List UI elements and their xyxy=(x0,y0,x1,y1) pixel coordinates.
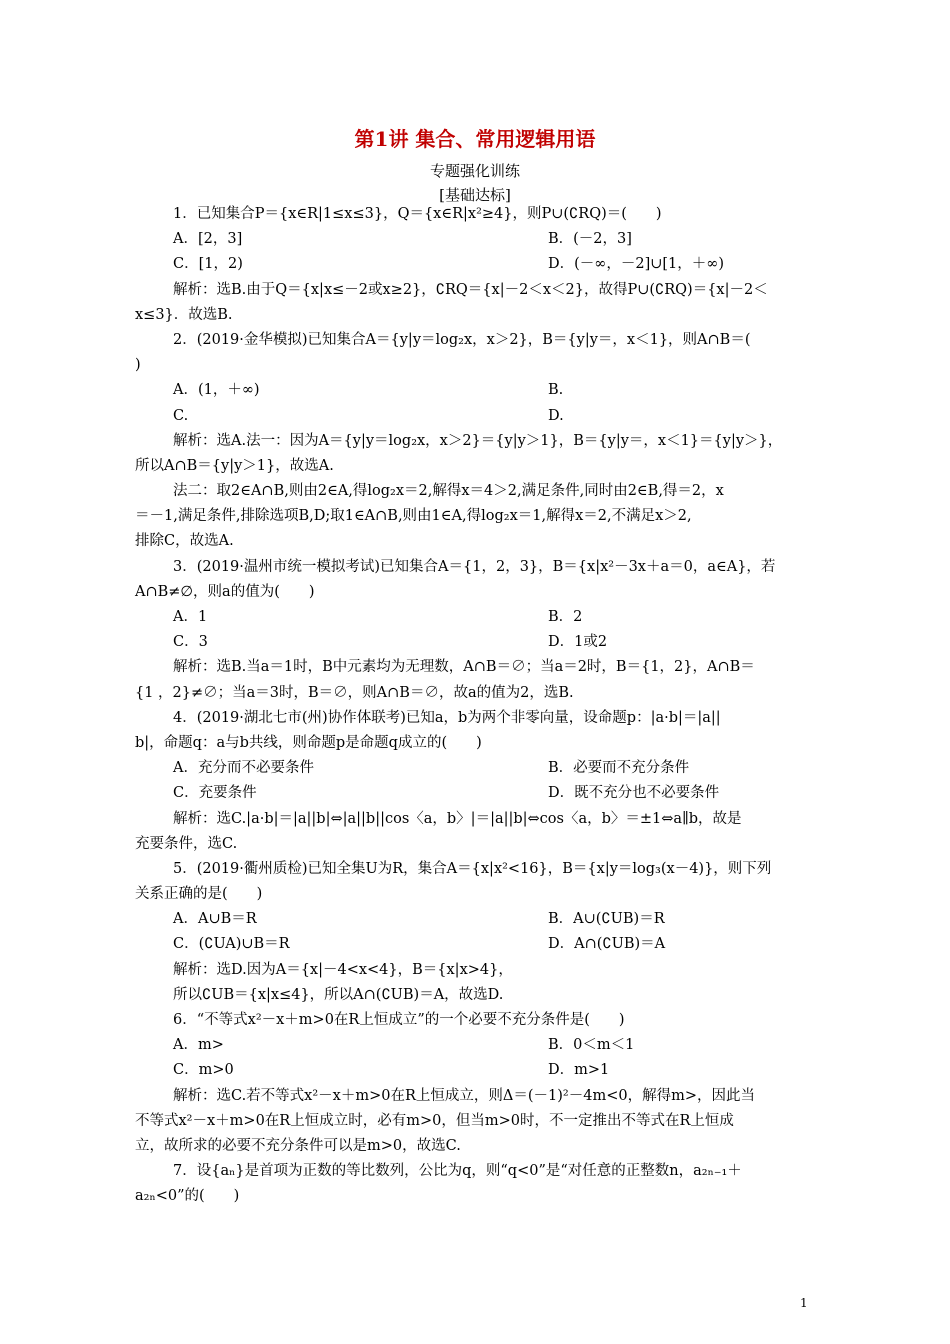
text-line: 充要条件，选C. xyxy=(135,835,238,852)
option: C. xyxy=(173,407,189,424)
option: C．[1，2) xyxy=(173,256,243,273)
text-line: 解析：选C.|a·b|＝|a||b|⇔|a||b||cos〈a，b〉|＝|a||b|⇔cos〈a，b〉＝±1⇔a∥b，故是 xyxy=(173,810,742,827)
text-line: b|，命题q：a与b共线，则命题p是命题q成立的( ) xyxy=(135,734,482,751)
text-line: 3．(2019·温州市统一模拟考试)已知集合A＝{1，2，3}，B＝{x|x²－3x＋a＝0，a∈A}，若 xyxy=(173,558,776,575)
option: B．A∪(∁UB)＝R xyxy=(548,911,665,928)
option: D. xyxy=(548,407,564,424)
text-line: 5．(2019·衢州质检)已知全集U为R，集合A＝{x|x²<16}，B＝{x|y＝log₃(x－4)}，则下列 xyxy=(173,860,772,877)
option-row xyxy=(165,378,815,403)
option-row xyxy=(165,1033,815,1058)
text-line: 解析：选B.当a＝1时，B中元素均为无理数，A∩B＝∅；当a＝2时，B＝{1，2}，A∩B＝ xyxy=(173,659,755,676)
option: A．(1，＋∞) xyxy=(173,382,260,399)
page-subtitle: 专题强化训练 xyxy=(429,162,520,180)
option-row xyxy=(165,404,815,429)
text-line: ＝－1,满足条件,排除选项B,D;取1∈A∩B,则由1∈A,得log₂x＝1,解得x＝2,不满足x＞2, xyxy=(135,508,692,525)
text-line: 排除C，故选A. xyxy=(135,533,234,550)
option: D．m>1 xyxy=(548,1062,610,1079)
option: C．3 xyxy=(173,634,208,651)
text-line: 法二：取2∈A∩B,则由2∈A,得log₂x＝2,解得x＝4＞2,满足条件,同时由2∈B,得＝2，x xyxy=(173,483,724,500)
text-line: ) xyxy=(135,357,141,374)
option: D．1或2 xyxy=(548,634,608,651)
text-line: 所以∁UB＝{x|x≤4}，所以A∩(∁UB)＝A，故选D. xyxy=(173,986,504,1003)
option: A．[2，3] xyxy=(173,231,243,248)
option: D．(－∞，－2]∪[1，＋∞) xyxy=(548,256,725,273)
option-row xyxy=(165,252,815,277)
section-heading: [基础达标] xyxy=(439,186,511,204)
text-line: {1 ，2}≠∅；当a＝3时，B＝∅，则A∩B＝∅，故a的值为2，选B. xyxy=(135,684,574,701)
text-line: 解析：选B.由于Q＝{x|x≤－2或x≥2}，∁RQ＝{x|－2＜x＜2}，故得P∪(∁RQ)＝{x|－2＜ xyxy=(173,281,768,298)
text-line: 解析：选C.若不等式x²－x＋m>0在R上恒成立，则Δ＝(－1)²－4m<0，解得m>，因此当 xyxy=(173,1087,755,1104)
option-row xyxy=(165,227,815,252)
text-line: x≤3}．故选B. xyxy=(135,306,233,323)
text-line: 解析：选A.法一：因为A＝{y|y＝log₂x，x＞2}＝{y|y＞1}，B＝{y|y＝，x＜1}＝{y|y＞}， xyxy=(173,432,783,449)
text-line: 1．已知集合P＝{x∈R|1≤x≤3}，Q＝{x∈R|x²≥4}，则P∪(∁RQ)＝( ) xyxy=(173,206,662,222)
option: D．A∩(∁UB)＝A xyxy=(548,936,666,953)
document-body xyxy=(135,202,815,1210)
page-number: 1 xyxy=(800,1296,808,1310)
option: B．必要而不充分条件 xyxy=(548,760,690,777)
text-line: 关系正确的是( ) xyxy=(135,886,263,903)
option-row xyxy=(165,1058,815,1083)
text-line: A∩B≠∅，则a的值为( ) xyxy=(135,583,315,600)
text-line: 解析：选D.因为A＝{x|－4<x<4}，B＝{x|x>4}， xyxy=(173,961,513,978)
option-row xyxy=(165,781,815,806)
text-line: 不等式x²－x＋m>0在R上恒成立时，必有m>0，但当m>0时，不一定推出不等式在R上恒成 xyxy=(135,1112,734,1129)
option: B. xyxy=(548,382,564,399)
option-row xyxy=(165,605,815,630)
text-line: 立，故所求的必要不充分条件可以是m>0，故选C. xyxy=(135,1137,461,1154)
option: C．m>0 xyxy=(173,1062,234,1079)
text-line: 4．(2019·湖北七市(州)协作体联考)已知a，b为两个非零向量，设命题p：|a·b|＝|a|| xyxy=(173,709,721,726)
option-row xyxy=(165,932,815,957)
option: B．(－2，3] xyxy=(548,231,632,248)
option: A．1 xyxy=(173,609,208,625)
option: A．m> xyxy=(173,1037,224,1054)
option-row xyxy=(165,630,815,655)
text-line: 7．设{aₙ}是首项为正数的等比数列，公比为q，则“q<0”是“对任意的正整数n，a₂ₙ₋₁＋ xyxy=(173,1163,742,1180)
option-row xyxy=(165,907,815,932)
option: B．2 xyxy=(548,609,583,625)
option: C．充要条件 xyxy=(173,785,257,802)
page-title: 第1讲 集合、常用逻辑用语 xyxy=(354,127,596,151)
text-line: 所以A∩B＝{y|y＞1}，故选A. xyxy=(135,457,334,474)
option: A．充分而不必要条件 xyxy=(173,760,314,777)
text-line: 6．“不等式x²－x＋m>0在R上恒成立”的一个必要不充分条件是( ) xyxy=(173,1012,625,1028)
text-line: a₂ₙ<0”的( ) xyxy=(135,1188,240,1205)
option: C．(∁UA)∪B＝R xyxy=(173,936,290,953)
option: D．既不充分也不必要条件 xyxy=(548,785,720,802)
option: A．A∪B＝R xyxy=(173,911,257,928)
text-line: 2．(2019·金华模拟)已知集合A＝{y|y＝log₂x，x＞2}，B＝{y|y＝，x＜1}，则A∩B＝( xyxy=(173,331,751,348)
option: B．0＜m＜1 xyxy=(548,1037,635,1054)
option-row xyxy=(165,756,815,781)
